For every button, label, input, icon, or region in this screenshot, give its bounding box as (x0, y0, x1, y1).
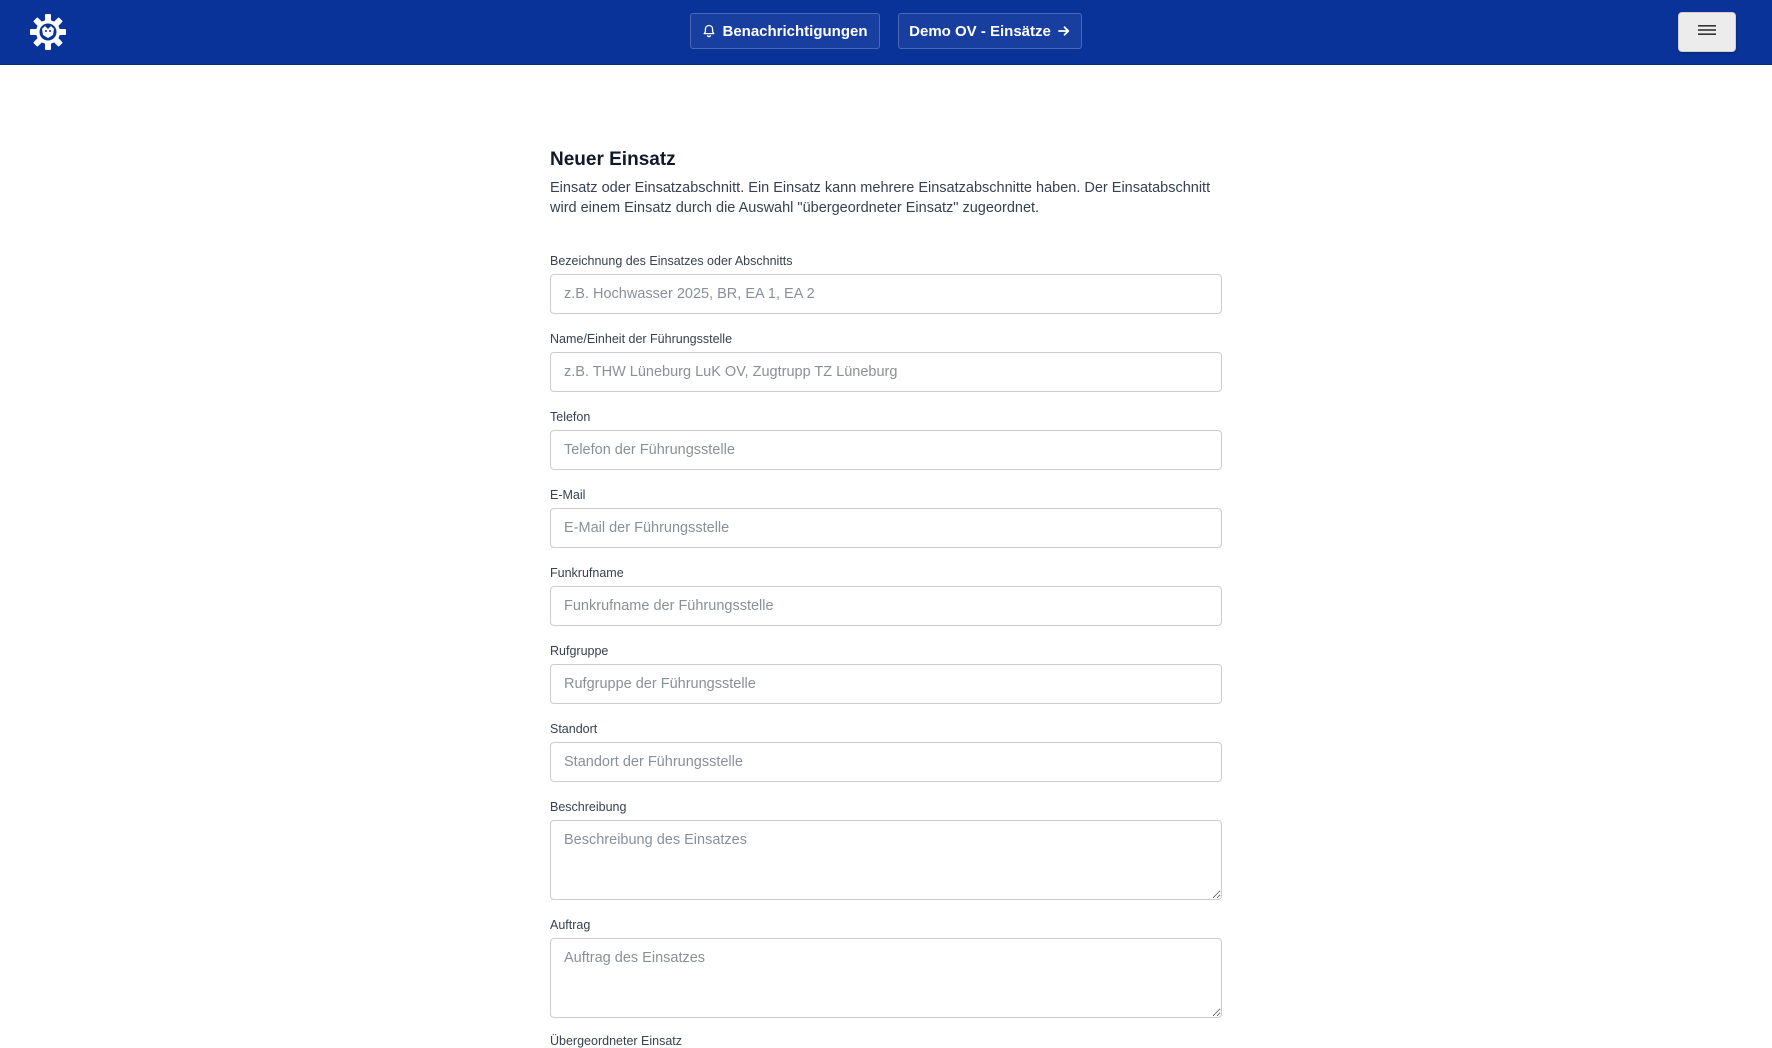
bezeichnung-label: Bezeichnung des Einsatzes oder Abschnitts (550, 254, 793, 268)
field-bezeichnung (550, 254, 1222, 268)
field-auftrag (550, 918, 1222, 932)
telefon-label: Telefon (550, 410, 591, 424)
page-title: Neuer Einsatz (550, 149, 676, 170)
standort-label: Standort (550, 722, 598, 736)
hamburger-menu-button[interactable] (1678, 12, 1736, 52)
email-label: E-Mail (550, 488, 586, 502)
hamburger-menu-icon (1698, 23, 1716, 42)
page-description: Einsatz oder Einsatzabschnitt. Ein Einsatz kann mehrere Einsatzabschnitte haben. Der Einsatabschnitt wird einem Einsatz durch die Auswahl "übergeordneter Einsatz" zugeordnet. (550, 180, 1211, 216)
demo-einsaetze-button[interactable] (898, 13, 1082, 49)
rufgruppe-label: Rufgruppe (550, 644, 609, 658)
beschreibung-label: Beschreibung (550, 800, 627, 814)
demo-label: Demo OV - Einsätze (909, 22, 1051, 40)
notifications-button[interactable] (690, 13, 880, 49)
gear-logo-icon[interactable] (28, 12, 72, 52)
auftrag-textarea[interactable] (550, 938, 1222, 1018)
field-email (550, 488, 1222, 502)
field-standort (550, 722, 1222, 736)
form-header (550, 146, 1222, 218)
name-label: Name/Einheit der Führungsstelle (550, 332, 733, 346)
funkrufname-label: Funkrufname (550, 566, 624, 580)
notifications-label: Benachrichtigungen (722, 22, 868, 40)
arrow-right-icon (1057, 24, 1071, 38)
field-funkrufname (550, 566, 1222, 580)
field-telefon (550, 410, 1222, 424)
field-beschreibung (550, 800, 1222, 814)
beschreibung-textarea[interactable] (550, 820, 1222, 900)
bell-icon (702, 24, 716, 38)
rufgruppe-input[interactable] (550, 664, 1222, 704)
auftrag-label: Auftrag (550, 918, 591, 932)
funkrufname-input[interactable] (550, 586, 1222, 626)
field-rufgruppe (550, 644, 1222, 658)
field-name (550, 332, 1222, 346)
name-input[interactable] (550, 352, 1222, 392)
telefon-input[interactable] (550, 430, 1222, 470)
bezeichnung-input[interactable] (550, 274, 1222, 314)
standort-input[interactable] (550, 742, 1222, 782)
top-navigation-bar (0, 0, 1772, 65)
email-input[interactable] (550, 508, 1222, 548)
uebergeordnet-label: Übergeordneter Einsatz (550, 1034, 683, 1048)
